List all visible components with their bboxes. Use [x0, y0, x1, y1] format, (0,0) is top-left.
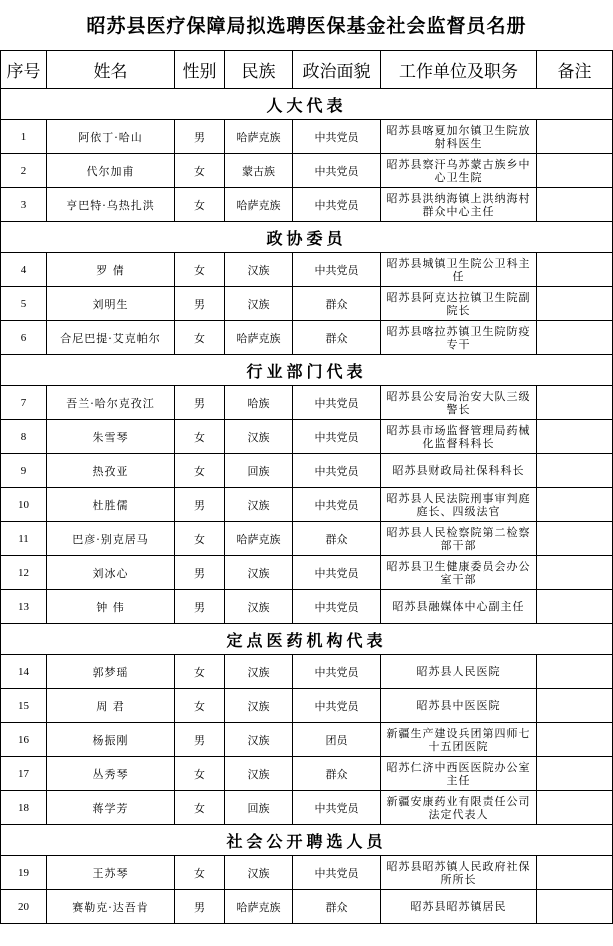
cell-name: 钟 伟 — [47, 590, 175, 624]
cell-index: 1 — [1, 120, 47, 154]
section-title: 政协委员 — [1, 222, 613, 253]
table-row — [1, 287, 613, 321]
cell-politics: 群众 — [293, 757, 381, 791]
cell-ethnicity: 汉族 — [225, 488, 293, 522]
cell-note — [537, 120, 613, 154]
cell-ethnicity: 汉族 — [225, 655, 293, 689]
section-title: 人大代表 — [1, 89, 613, 120]
cell-note — [537, 856, 613, 890]
cell-ethnicity: 汉族 — [225, 287, 293, 321]
cell-name: 赛勒克·达吾肯 — [47, 890, 175, 924]
table-row — [1, 454, 613, 488]
cell-ethnicity: 汉族 — [225, 420, 293, 454]
cell-gender: 男 — [175, 723, 225, 757]
cell-name: 刘冰心 — [47, 556, 175, 590]
cell-unit: 昭苏县察汗乌苏蒙古族乡中心卫生院 — [381, 154, 537, 188]
cell-name: 合尼巴提·艾克帕尔 — [47, 321, 175, 355]
table-row — [1, 556, 613, 590]
table-row — [1, 890, 613, 924]
col-header-unit: 工作单位及职务 — [381, 51, 537, 89]
cell-gender: 男 — [175, 890, 225, 924]
cell-politics: 群众 — [293, 321, 381, 355]
cell-gender: 女 — [175, 253, 225, 287]
cell-gender: 女 — [175, 689, 225, 723]
col-header-gender: 性别 — [175, 51, 225, 89]
cell-politics: 中共党员 — [293, 590, 381, 624]
cell-name: 丛秀琴 — [47, 757, 175, 791]
cell-unit: 昭苏县财政局社保科科长 — [381, 454, 537, 488]
cell-note — [537, 757, 613, 791]
cell-gender: 女 — [175, 791, 225, 825]
cell-ethnicity: 汉族 — [225, 556, 293, 590]
cell-gender: 男 — [175, 120, 225, 154]
cell-name: 阿依丁·哈山 — [47, 120, 175, 154]
table-body — [1, 89, 613, 924]
cell-index: 10 — [1, 488, 47, 522]
cell-politics: 中共党员 — [293, 791, 381, 825]
cell-unit: 昭苏县卫生健康委员会办公室干部 — [381, 556, 537, 590]
cell-ethnicity: 回族 — [225, 791, 293, 825]
table-row — [1, 188, 613, 222]
table-row — [1, 321, 613, 355]
cell-index: 14 — [1, 655, 47, 689]
cell-ethnicity: 哈萨克族 — [225, 120, 293, 154]
cell-note — [537, 386, 613, 420]
cell-name: 代尔加甫 — [47, 154, 175, 188]
cell-index: 3 — [1, 188, 47, 222]
cell-name: 杨振刚 — [47, 723, 175, 757]
cell-gender: 女 — [175, 856, 225, 890]
cell-unit: 昭苏县昭苏镇居民 — [381, 890, 537, 924]
cell-note — [537, 556, 613, 590]
cell-name: 杜胜儒 — [47, 488, 175, 522]
cell-index: 4 — [1, 253, 47, 287]
section-header-row — [1, 89, 613, 120]
cell-index: 12 — [1, 556, 47, 590]
table-row — [1, 791, 613, 825]
table-row — [1, 522, 613, 556]
cell-unit: 昭苏县中医医院 — [381, 689, 537, 723]
cell-name: 刘明生 — [47, 287, 175, 321]
cell-gender: 男 — [175, 590, 225, 624]
cell-gender: 女 — [175, 757, 225, 791]
cell-note — [537, 454, 613, 488]
table-row — [1, 253, 613, 287]
cell-ethnicity: 蒙古族 — [225, 154, 293, 188]
cell-gender: 男 — [175, 287, 225, 321]
cell-unit: 昭苏县人民法院刑事审判庭庭长、四级法官 — [381, 488, 537, 522]
cell-politics: 中共党员 — [293, 856, 381, 890]
cell-unit: 昭苏县洪纳海镇上洪纳海村群众中心主任 — [381, 188, 537, 222]
cell-gender: 女 — [175, 420, 225, 454]
header-row — [1, 51, 613, 89]
cell-index: 8 — [1, 420, 47, 454]
cell-gender: 女 — [175, 522, 225, 556]
cell-index: 19 — [1, 856, 47, 890]
cell-name: 吾兰·哈尔克孜江 — [47, 386, 175, 420]
col-header-ethnicity: 民族 — [225, 51, 293, 89]
cell-unit: 昭苏县昭苏镇人民政府社保所所长 — [381, 856, 537, 890]
table-row — [1, 856, 613, 890]
table-row — [1, 655, 613, 689]
cell-name: 王苏琴 — [47, 856, 175, 890]
roster-table — [0, 50, 613, 924]
section-header-row — [1, 222, 613, 253]
cell-index: 17 — [1, 757, 47, 791]
table-row — [1, 386, 613, 420]
cell-ethnicity: 哈族 — [225, 386, 293, 420]
cell-politics: 中共党员 — [293, 655, 381, 689]
cell-unit: 新疆安康药业有限责任公司法定代表人 — [381, 791, 537, 825]
cell-politics: 中共党员 — [293, 488, 381, 522]
col-header-note: 备注 — [537, 51, 613, 89]
cell-unit: 昭苏县阿克达拉镇卫生院副院长 — [381, 287, 537, 321]
cell-note — [537, 723, 613, 757]
cell-note — [537, 689, 613, 723]
cell-ethnicity: 哈萨克族 — [225, 188, 293, 222]
cell-ethnicity: 汉族 — [225, 590, 293, 624]
cell-unit: 新疆生产建设兵团第四师七十五团医院 — [381, 723, 537, 757]
cell-unit: 昭苏县市场监督管理局药械化监督科科长 — [381, 420, 537, 454]
cell-unit: 昭苏县喀拉苏镇卫生院防疫专干 — [381, 321, 537, 355]
cell-politics: 中共党员 — [293, 188, 381, 222]
table-row — [1, 420, 613, 454]
cell-ethnicity: 汉族 — [225, 253, 293, 287]
section-header-row — [1, 624, 613, 655]
table-row — [1, 590, 613, 624]
cell-note — [537, 154, 613, 188]
cell-unit: 昭苏仁济中西医医院办公室主任 — [381, 757, 537, 791]
cell-gender: 女 — [175, 321, 225, 355]
cell-note — [537, 590, 613, 624]
cell-ethnicity: 哈萨克族 — [225, 321, 293, 355]
cell-ethnicity: 汉族 — [225, 689, 293, 723]
cell-politics: 中共党员 — [293, 386, 381, 420]
table-row — [1, 488, 613, 522]
table-row — [1, 120, 613, 154]
cell-gender: 女 — [175, 154, 225, 188]
cell-index: 20 — [1, 890, 47, 924]
cell-unit: 昭苏县喀夏加尔镇卫生院放射科医生 — [381, 120, 537, 154]
cell-ethnicity: 回族 — [225, 454, 293, 488]
cell-gender: 男 — [175, 556, 225, 590]
cell-politics: 中共党员 — [293, 689, 381, 723]
cell-politics: 中共党员 — [293, 154, 381, 188]
cell-index: 2 — [1, 154, 47, 188]
cell-gender: 男 — [175, 386, 225, 420]
cell-note — [537, 321, 613, 355]
cell-name: 周 君 — [47, 689, 175, 723]
cell-name: 巴彦·别克居马 — [47, 522, 175, 556]
cell-ethnicity: 哈萨克族 — [225, 522, 293, 556]
cell-index: 7 — [1, 386, 47, 420]
cell-name: 朱雪琴 — [47, 420, 175, 454]
cell-name: 热孜亚 — [47, 454, 175, 488]
cell-name: 罗 倩 — [47, 253, 175, 287]
cell-politics: 群众 — [293, 522, 381, 556]
cell-ethnicity: 哈萨克族 — [225, 890, 293, 924]
cell-unit: 昭苏县公安局治安大队三级警长 — [381, 386, 537, 420]
section-header-row — [1, 825, 613, 856]
cell-politics: 团员 — [293, 723, 381, 757]
table-row — [1, 154, 613, 188]
cell-ethnicity: 汉族 — [225, 723, 293, 757]
section-title: 定点医药机构代表 — [1, 624, 613, 655]
cell-index: 11 — [1, 522, 47, 556]
cell-ethnicity: 汉族 — [225, 757, 293, 791]
cell-note — [537, 188, 613, 222]
cell-politics: 中共党员 — [293, 420, 381, 454]
cell-unit: 昭苏县融媒体中心副主任 — [381, 590, 537, 624]
cell-note — [537, 655, 613, 689]
cell-politics: 群众 — [293, 890, 381, 924]
cell-gender: 女 — [175, 188, 225, 222]
cell-gender: 女 — [175, 655, 225, 689]
table-row — [1, 757, 613, 791]
cell-unit: 昭苏县人民检察院第二检察部干部 — [381, 522, 537, 556]
cell-index: 5 — [1, 287, 47, 321]
cell-note — [537, 287, 613, 321]
cell-politics: 中共党员 — [293, 120, 381, 154]
cell-unit: 昭苏县城镇卫生院公卫科主任 — [381, 253, 537, 287]
cell-politics: 中共党员 — [293, 556, 381, 590]
cell-ethnicity: 汉族 — [225, 856, 293, 890]
section-title: 社会公开聘选人员 — [1, 825, 613, 856]
cell-note — [537, 791, 613, 825]
cell-note — [537, 420, 613, 454]
col-header-index: 序号 — [1, 51, 47, 89]
cell-index: 9 — [1, 454, 47, 488]
cell-gender: 男 — [175, 488, 225, 522]
cell-politics: 中共党员 — [293, 253, 381, 287]
table-row — [1, 689, 613, 723]
cell-note — [537, 488, 613, 522]
cell-unit: 昭苏县人民医院 — [381, 655, 537, 689]
cell-politics: 群众 — [293, 287, 381, 321]
cell-name: 郭梦瑶 — [47, 655, 175, 689]
col-header-politics: 政治面貌 — [293, 51, 381, 89]
cell-politics: 中共党员 — [293, 454, 381, 488]
cell-name: 蒋学芳 — [47, 791, 175, 825]
cell-note — [537, 253, 613, 287]
cell-note — [537, 890, 613, 924]
page-title: 昭苏县医疗保障局拟选聘医保基金社会监督员名册 — [86, 15, 527, 37]
section-title: 行业部门代表 — [1, 355, 613, 386]
cell-index: 16 — [1, 723, 47, 757]
cell-gender: 女 — [175, 454, 225, 488]
cell-index: 18 — [1, 791, 47, 825]
cell-name: 亨巴特·乌热扎洪 — [47, 188, 175, 222]
cell-index: 6 — [1, 321, 47, 355]
cell-note — [537, 522, 613, 556]
cell-index: 13 — [1, 590, 47, 624]
cell-index: 15 — [1, 689, 47, 723]
table-row — [1, 723, 613, 757]
section-header-row — [1, 355, 613, 386]
col-header-name: 姓名 — [47, 51, 175, 89]
